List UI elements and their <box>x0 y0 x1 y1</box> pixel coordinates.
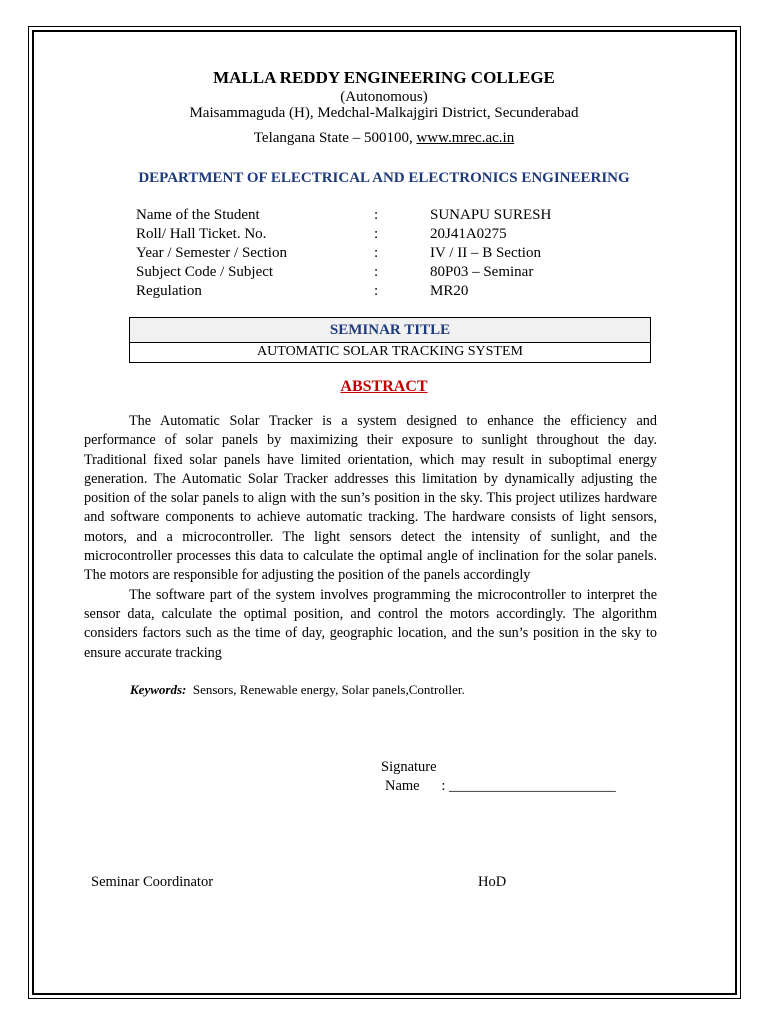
state-line <box>0 130 768 147</box>
seminar-title-box <box>129 317 651 363</box>
seminar-coordinator-label: Seminar Coordinator <box>91 874 214 890</box>
keywords-value: Sensors, Renewable energy, Solar panels,Controller. <box>192 682 465 697</box>
signature-block <box>381 758 616 796</box>
info-separator: : <box>374 207 379 223</box>
info-value: 80P03 – Seminar <box>430 264 534 280</box>
state-text: Telangana State – 500100, <box>253 130 417 146</box>
keywords-line <box>130 682 465 698</box>
info-separator: : <box>374 226 379 242</box>
info-row-regulation <box>136 282 551 301</box>
abstract-paragraph: The software part of the system involves programming the microcontroller to interpret the sensor data, calculate the optimal position, and control the motors accordingly. The algorithm considers factors such as the time of day, geographic location, and the sun’s position in the sky to ensure accurate tracking <box>84 586 657 661</box>
signature-name-line: : _______________________ <box>441 778 616 794</box>
info-value: IV / II – B Section <box>430 245 541 261</box>
info-label: Roll/ Hall Ticket. No. <box>136 226 267 242</box>
info-label: Subject Code / Subject <box>136 264 274 280</box>
info-row-roll <box>136 225 551 244</box>
info-value: MR20 <box>430 283 469 299</box>
info-separator: : <box>374 264 379 280</box>
info-value: SUNAPU SURESH <box>430 207 552 223</box>
college-address: Maisammaguda (H), Medchal-Malkajgiri District, Secunderabad <box>189 105 579 121</box>
info-label: Name of the Student <box>136 207 260 223</box>
signature-name-label: Name <box>385 778 420 794</box>
college-name: MALLA REDDY ENGINEERING COLLEGE <box>213 68 555 87</box>
info-label: Regulation <box>136 283 202 299</box>
abstract-paragraph: The Automatic Solar Tracker is a system designed to enhance the efficiency and performance of solar panels by maximizing their exposure to sunlight throughout the day. Traditional fixed solar panels have limited orientation, which may result in suboptimal energy generation. The Automatic Solar Tracker addresses this limitation by dynamically adjusting the position of the solar panels to align with the sun’s position in the sky. This project utilizes hardware and software components to achieve automatic tracking. The hardware consists of light sensors, motors, and a microcontroller. The light sensors detect the intensity of sunlight, and the microcontroller processes this data to calculate the optimal angle of inclination for the solar panels. The motors are responsible for adjusting the position of the panels accordingly <box>84 413 657 584</box>
info-label: Year / Semester / Section <box>136 245 287 261</box>
abstract-heading: ABSTRACT <box>340 378 428 395</box>
seminar-title-value: AUTOMATIC SOLAR TRACKING SYSTEM <box>257 344 523 359</box>
department-title: DEPARTMENT OF ELECTRICAL AND ELECTRONICS ENGINEERING <box>138 170 630 186</box>
student-info-table <box>136 206 551 301</box>
signature-name-row <box>381 777 616 796</box>
info-separator: : <box>374 245 379 261</box>
abstract-body <box>84 412 657 663</box>
info-separator: : <box>374 283 379 299</box>
website-link[interactable]: www.mrec.ac.in <box>416 130 515 146</box>
signature-label: Signature <box>381 759 437 775</box>
hod-label: HoD <box>478 874 507 890</box>
info-row-year <box>136 244 551 263</box>
keywords-label: Keywords: <box>130 682 187 697</box>
info-row-subject <box>136 263 551 282</box>
info-value: 20J41A0275 <box>430 226 507 242</box>
seminar-title-heading: SEMINAR TITLE <box>130 318 650 343</box>
autonomous-label: (Autonomous) <box>340 89 428 105</box>
info-row-name <box>136 206 551 225</box>
